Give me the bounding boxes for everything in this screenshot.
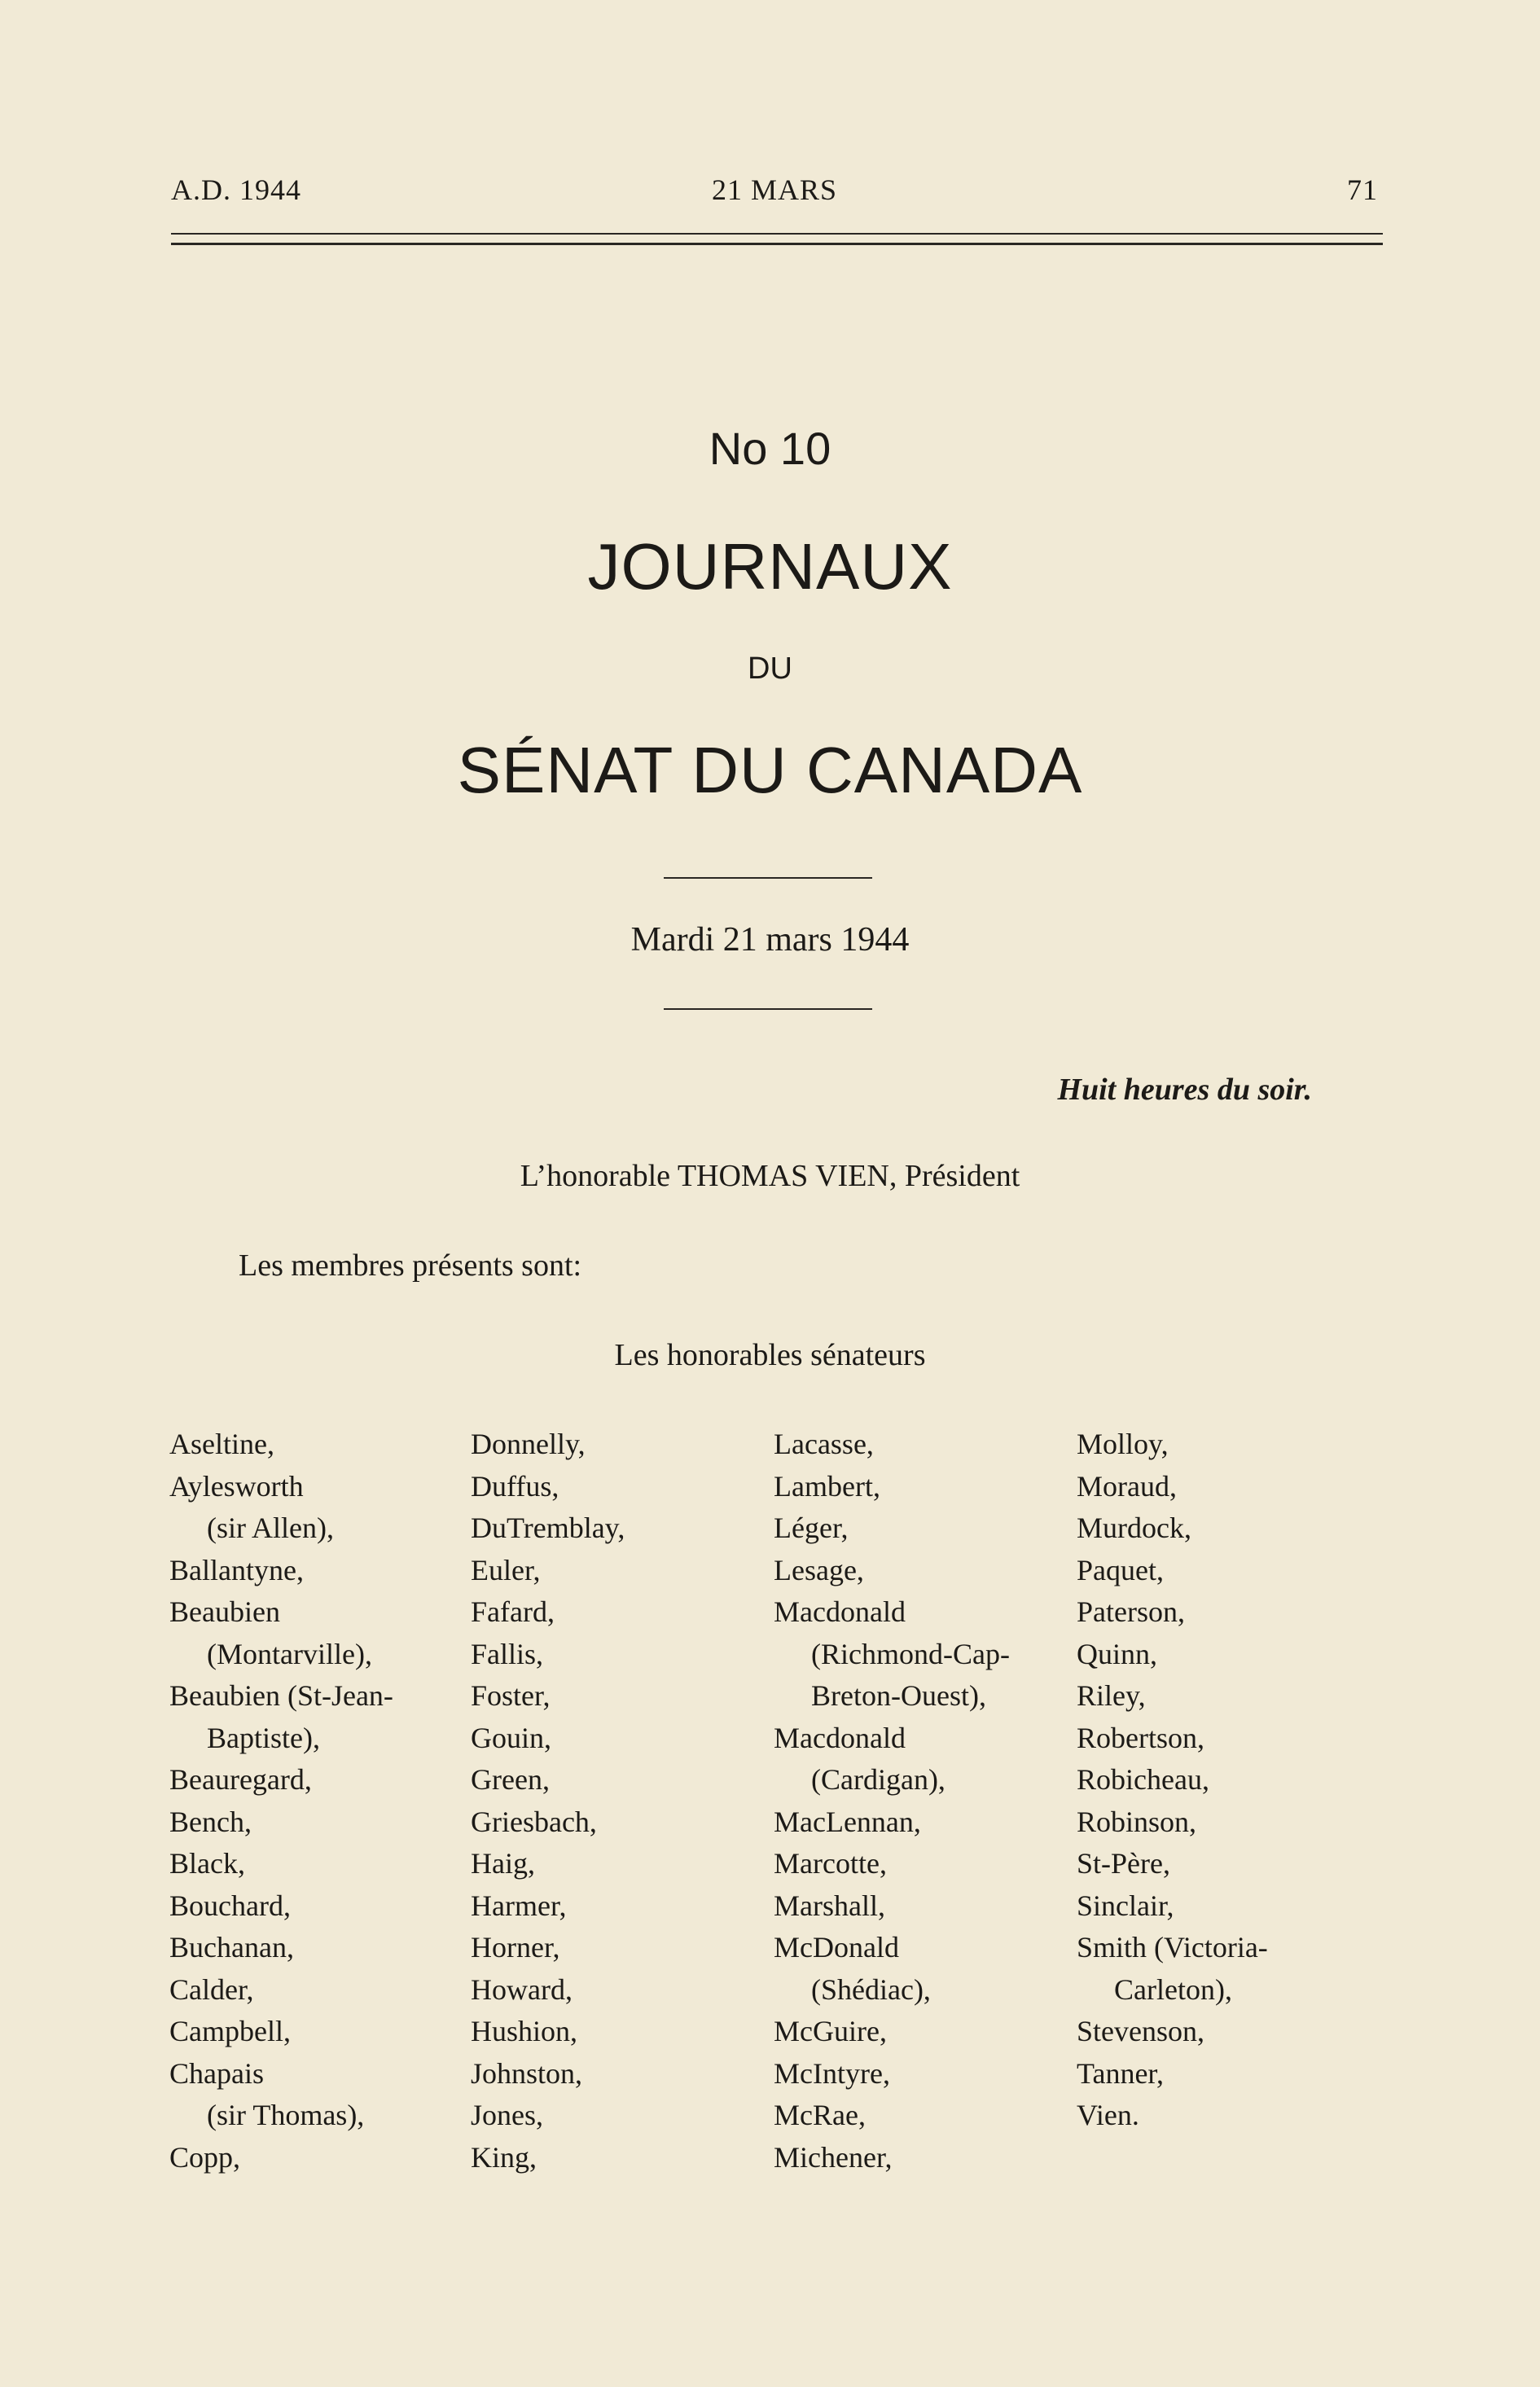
senator-entry: Donnelly, — [471, 1428, 586, 1460]
senator-entry: McGuire, — [774, 2015, 887, 2047]
senator-entry: Sinclair, — [1077, 1889, 1174, 1922]
senator-entry: Harmer, — [471, 1889, 567, 1922]
senator-entry: Beauregard, — [169, 1763, 312, 1796]
senator-entry: Copp, — [169, 2140, 241, 2174]
senator-entry: Foster, — [471, 1679, 551, 1712]
senator-entry: Murdock, — [1077, 1512, 1191, 1544]
senator-entry: Johnston, — [471, 2056, 583, 2090]
title-du: DU — [748, 652, 792, 686]
senator-entry: Black, — [169, 1847, 245, 1880]
senator-column-4 — [1077, 1424, 1378, 2137]
senator-entry: Léger, — [774, 1512, 849, 1544]
senator-entry: Lambert, — [774, 1469, 880, 1503]
senator-entry: Beaubien (St-Jean- — [169, 1679, 393, 1712]
senator-entry: Euler, — [471, 1553, 541, 1586]
senator-entry: Buchanan, — [169, 1931, 294, 1964]
senator-entry: MacLennan, — [774, 1805, 921, 1838]
senator-entry: Duffus, — [471, 1469, 559, 1503]
senator-column-1 — [169, 1424, 471, 2179]
senator-entry: Campbell, — [169, 2015, 291, 2047]
president-line: L’honorable THOMAS VIEN, Président — [520, 1159, 1020, 1193]
senator-entry: Paquet, — [1077, 1553, 1164, 1586]
senator-entry: Vien. — [1077, 2099, 1139, 2131]
senator-entry: Breton-Ouest), — [811, 1679, 986, 1712]
senator-entry: (Shédiac), — [811, 1972, 931, 2006]
divider-rule-bottom — [664, 1008, 872, 1010]
running-head — [171, 173, 1378, 213]
title-journaux: JOURNAUX — [587, 530, 953, 603]
senator-entry: Hushion, — [471, 2015, 578, 2047]
senator-entry: Moraud, — [1077, 1469, 1177, 1503]
senator-entry: McDonald — [774, 1931, 899, 1964]
senator-entry: Horner, — [471, 1931, 560, 1964]
senator-entry: Ballantyne, — [169, 1553, 304, 1586]
senator-entry: Riley, — [1077, 1679, 1146, 1712]
senator-entry: Lesage, — [774, 1553, 864, 1586]
senator-entry: Baptiste), — [207, 1721, 320, 1754]
running-head-year: A.D. 1944 — [171, 173, 301, 206]
senator-entry: (sir Allen), — [207, 1512, 334, 1544]
senator-entry: Calder, — [169, 1972, 254, 2006]
senator-entry: Gouin, — [471, 1721, 551, 1754]
senator-entry: Macdonald — [774, 1721, 906, 1754]
senator-entry: St-Père, — [1077, 1847, 1170, 1880]
senator-entry: Haig, — [471, 1847, 535, 1880]
senator-entry: King, — [471, 2140, 537, 2174]
senator-entry: Aseltine, — [169, 1428, 274, 1460]
senator-entry: Jones, — [471, 2099, 543, 2131]
senator-entry: Marcotte, — [774, 1847, 887, 1880]
divider-rule-top — [664, 877, 872, 879]
senator-entry: Smith (Victoria- — [1077, 1931, 1268, 1964]
senator-entry: Michener, — [774, 2140, 893, 2174]
senator-entry: (Montarville), — [207, 1637, 372, 1670]
senator-entry: (Richmond-Cap- — [811, 1637, 1010, 1670]
senator-entry: Beaubien — [169, 1595, 280, 1628]
senator-entry: Tanner, — [1077, 2056, 1164, 2090]
senator-entry: Paterson, — [1077, 1595, 1185, 1628]
issue-number: No 10 — [709, 423, 831, 474]
senator-entry: (Cardigan), — [811, 1763, 945, 1796]
senator-entry: Bench, — [169, 1805, 252, 1838]
session-date: Mardi 21 mars 1944 — [630, 921, 910, 959]
senator-column-3 — [774, 1424, 1075, 2179]
session-time: Huit heures du soir. — [1057, 1073, 1312, 1107]
senator-entry: Lacasse, — [774, 1428, 874, 1460]
senator-entry: Carleton), — [1114, 1972, 1232, 2006]
members-present-intro: Les membres présents sont: — [239, 1248, 582, 1283]
running-head-date: 21 MARS — [711, 173, 838, 206]
senator-entry: Green, — [471, 1763, 550, 1796]
header-double-rule — [171, 233, 1383, 245]
senator-entry: Bouchard, — [169, 1889, 291, 1922]
senators-heading: Les honorables sénateurs — [614, 1338, 926, 1372]
senator-entry: Howard, — [471, 1972, 573, 2006]
title-senat-du-canada: SÉNAT DU CANADA — [457, 734, 1083, 806]
senator-entry: Chapais — [169, 2056, 264, 2090]
senator-entry: Aylesworth — [169, 1469, 304, 1503]
senator-entry: Fafard, — [471, 1595, 555, 1628]
senator-entry: Robicheau, — [1077, 1763, 1209, 1796]
senator-entry: Quinn, — [1077, 1637, 1157, 1670]
senator-entry: Robertson, — [1077, 1721, 1204, 1754]
senator-entry: McIntyre, — [774, 2056, 890, 2090]
senator-entry: (sir Thomas), — [207, 2099, 365, 2131]
senator-entry: Stevenson, — [1077, 2015, 1204, 2047]
senator-entry: Fallis, — [471, 1637, 544, 1670]
senator-entry: Molloy, — [1077, 1428, 1169, 1460]
senator-entry: Griesbach, — [471, 1805, 597, 1838]
senator-list — [169, 1424, 1391, 2189]
senator-entry: DuTremblay, — [471, 1512, 625, 1544]
senator-entry: Macdonald — [774, 1595, 906, 1628]
senator-entry: McRae, — [774, 2099, 866, 2131]
senator-column-2 — [471, 1424, 772, 2179]
page-number: 71 — [1347, 173, 1378, 206]
senator-entry: Robinson, — [1077, 1805, 1197, 1838]
senator-entry: Marshall, — [774, 1889, 885, 1922]
